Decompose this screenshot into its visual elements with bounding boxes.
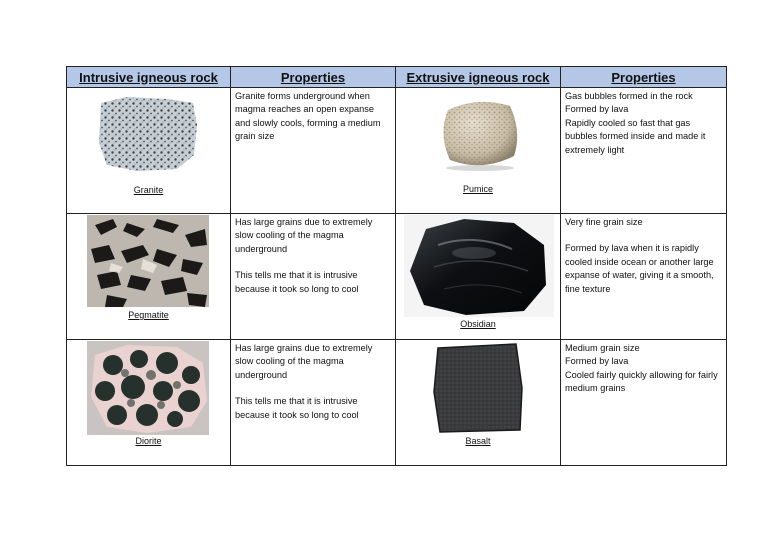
property-text: Cooled fairly quickly allowing for fairly medium grains xyxy=(565,369,718,394)
header-properties-intrusive: Properties xyxy=(231,67,396,88)
header-row xyxy=(67,67,727,88)
property-text: Gas bubbles formed in the rock xyxy=(565,91,693,101)
basalt-properties-cell xyxy=(561,340,727,466)
property-text: Rapidly cooled so fast that gas bubbles formed inside and made it extremely light xyxy=(565,117,706,155)
header-intrusive: Intrusive igneous rock xyxy=(67,67,231,88)
granite-properties-cell xyxy=(231,88,396,214)
property-text: Medium grain size xyxy=(565,343,640,353)
header-properties-extrusive: Properties xyxy=(561,67,727,88)
diorite-rock-photo xyxy=(87,341,209,435)
header-extrusive: Extrusive igneous rock xyxy=(396,67,561,88)
property-text: Formed by lava when it is rapidly cooled inside ocean or another large expanse of water, giving it a smooth, fine texture xyxy=(565,243,714,294)
diorite-cell xyxy=(67,340,231,466)
pumice-cell xyxy=(396,88,561,214)
rock-name-granite: Granite xyxy=(133,185,164,195)
property-text: Very fine grain size xyxy=(565,217,643,227)
property-text: Has large grains due to extremely slow cooling of the magma underground xyxy=(235,217,373,254)
property-text: Granite forms underground when magma reaches an open expanse and slowly cools, forming a medium grain size xyxy=(235,91,381,142)
property-text: Formed by lava xyxy=(565,104,629,115)
table-row xyxy=(67,214,727,340)
property-text: This tells me that it is intrusive because it took so long to cool xyxy=(235,270,359,294)
igneous-rock-table xyxy=(66,66,727,466)
obsidian-cell xyxy=(396,214,561,340)
rock-name-basalt: Basalt xyxy=(465,436,491,446)
pegmatite-properties-cell xyxy=(231,214,396,340)
granite-cell xyxy=(67,88,231,214)
pumice-properties-cell xyxy=(561,88,727,214)
property-text: Has large grains due to extremely slow cooling of the magma underground xyxy=(235,343,373,380)
rock-name-obsidian: Obsidian xyxy=(460,319,496,329)
table-row xyxy=(67,88,727,214)
obsidian-properties-cell xyxy=(561,214,727,340)
granite-rock-photo xyxy=(97,95,199,173)
pegmatite-cell xyxy=(67,214,231,340)
property-text: Formed by lava xyxy=(565,356,629,367)
basalt-rock-photo xyxy=(432,342,524,434)
obsidian-rock-photo xyxy=(404,215,554,317)
rock-name-diorite: Diorite xyxy=(135,436,162,446)
basalt-cell xyxy=(396,340,561,466)
pumice-rock-photo xyxy=(438,96,522,172)
rock-name-pumice: Pumice xyxy=(462,184,493,194)
diorite-properties-cell xyxy=(231,340,396,466)
property-text: This tells me that it is intrusive because it took so long to cool xyxy=(235,396,359,420)
rock-name-pegmatite: Pegmatite xyxy=(128,310,169,320)
pegmatite-rock-photo xyxy=(87,215,209,307)
table-row xyxy=(67,340,727,466)
